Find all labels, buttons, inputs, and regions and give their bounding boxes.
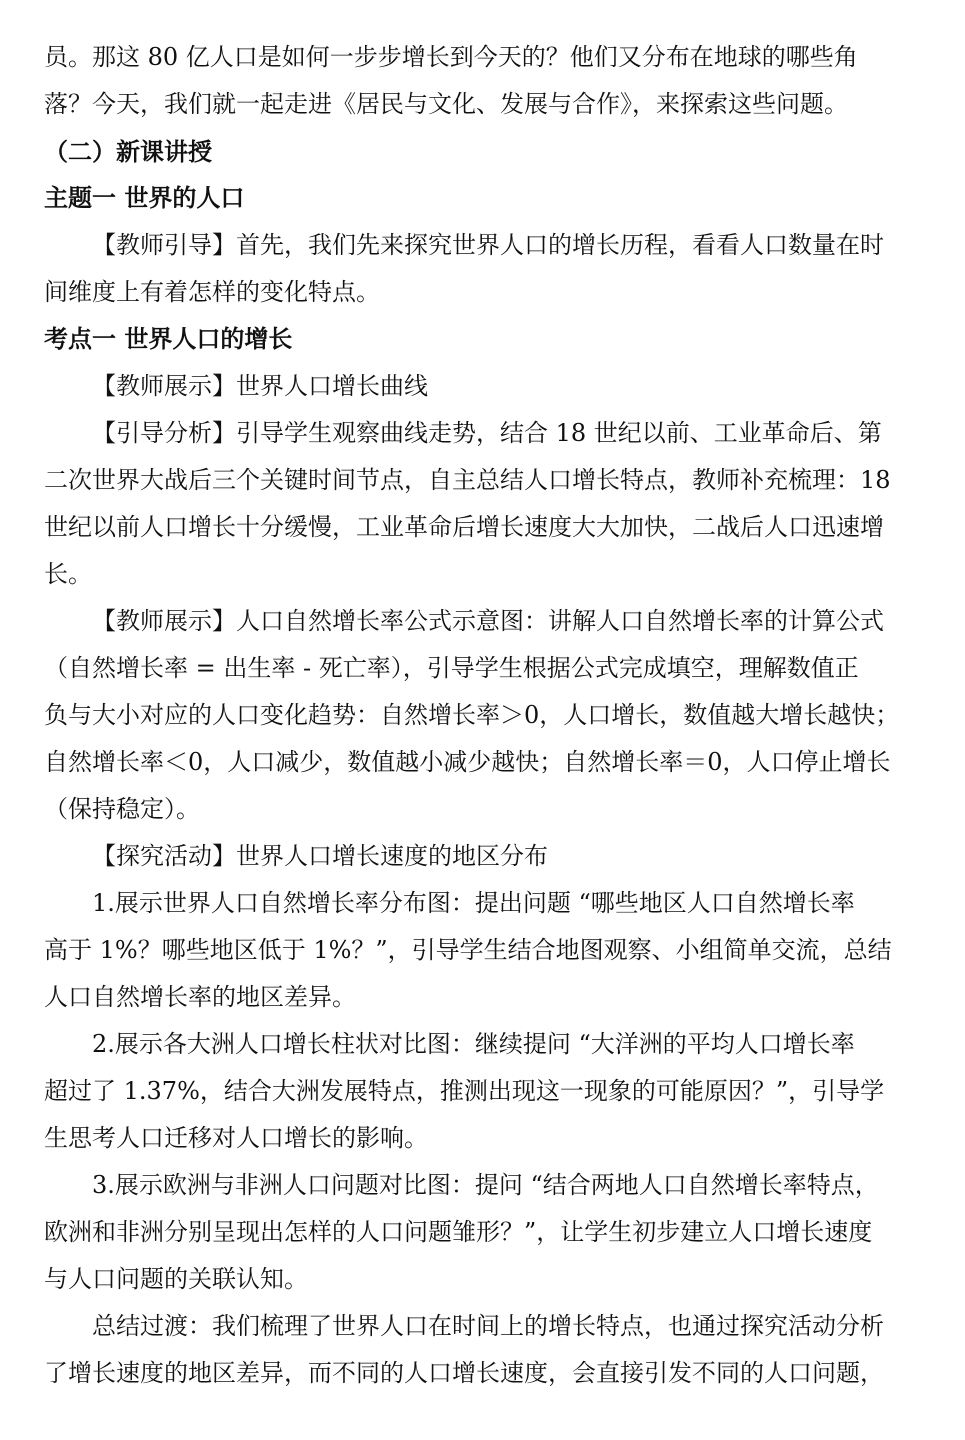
paragraph-line: 高于 1%？哪些地区低于 1%？”，引导学生结合地图观察、小组简单交流，总结: [44, 936, 892, 964]
paragraph-line: 负与大小对应的人口变化趋势：自然增长率＞0，人口增长，数值越大增长越快；: [44, 701, 900, 729]
exam-point-heading: 考点一 世界人口的增长: [44, 324, 293, 353]
paragraph-line: 超过了 1.37%，结合大洲发展特点，推测出现这一现象的可能原因？”，引导学: [44, 1077, 885, 1105]
paragraph-line: 落？今天，我们就一起走进《居民与文化、发展与合作》，来探索这些问题。: [44, 90, 848, 118]
paragraph-line: 了增长速度的地区差异，而不同的人口增长速度，会直接引发不同的人口问题，: [44, 1359, 884, 1387]
section-heading: （二）新课讲授: [44, 137, 212, 166]
paragraph-line: 长。: [44, 560, 92, 588]
paragraph-line: 欧洲和非洲分别呈现出怎样的人口问题雏形？”，让学生初步建立人口增长速度: [44, 1218, 873, 1246]
paragraph-line: 二次世界大战后三个关键时间节点，自主总结人口增长特点，教师补充梳理：18: [44, 466, 891, 494]
paragraph-line: 自然增长率＜0，人口减少，数值越小减少越快；自然增长率＝0，人口停止增长: [44, 748, 891, 776]
paragraph-line: 【引导分析】引导学生观察曲线走势，结合 18 世纪以前、工业革命后、第: [92, 419, 882, 447]
topic-heading: 主题一 世界的人口: [44, 183, 245, 212]
paragraph-line: 与人口问题的关联认知。: [44, 1265, 308, 1293]
paragraph-line: 员。那这 80 亿人口是如何一步步增长到今天的？他们又分布在地球的哪些角: [44, 43, 858, 71]
paragraph-line: 1.展示世界人口自然增长率分布图：提出问题 “哪些地区人口自然增长率: [92, 889, 855, 917]
paragraph-line: 人口自然增长率的地区差异。: [44, 983, 356, 1011]
paragraph-line: （保持稳定）。: [44, 795, 200, 823]
paragraph-line: 间维度上有着怎样的变化特点。: [44, 278, 380, 306]
paragraph-line: 总结过渡：我们梳理了世界人口在时间上的增长特点，也通过探究活动分析: [92, 1312, 884, 1340]
paragraph-line: 【教师展示】世界人口增长曲线: [92, 372, 428, 400]
paragraph-line: 世纪以前人口增长十分缓慢，工业革命后增长速度大大加快，二战后人口迅速增: [44, 513, 884, 541]
paragraph-line: 3.展示欧洲与非洲人口问题对比图：提问 “结合两地人口自然增长率特点，: [92, 1171, 879, 1199]
paragraph-line: 【教师引导】首先，我们先来探究世界人口的增长历程，看看人口数量在时: [92, 231, 884, 259]
paragraph-line: 【探究活动】世界人口增长速度的地区分布: [92, 842, 548, 870]
paragraph-line: 【教师展示】人口自然增长率公式示意图：讲解人口自然增长率的计算公式: [92, 607, 884, 635]
paragraph-line: 2.展示各大洲人口增长柱状对比图：继续提问 “大洋洲的平均人口增长率: [92, 1030, 855, 1058]
paragraph-line: 生思考人口迁移对人口增长的影响。: [44, 1124, 428, 1152]
paragraph-line: （自然增长率 = 出生率 - 死亡率），引导学生根据公式完成填空，理解数值正: [44, 654, 859, 682]
